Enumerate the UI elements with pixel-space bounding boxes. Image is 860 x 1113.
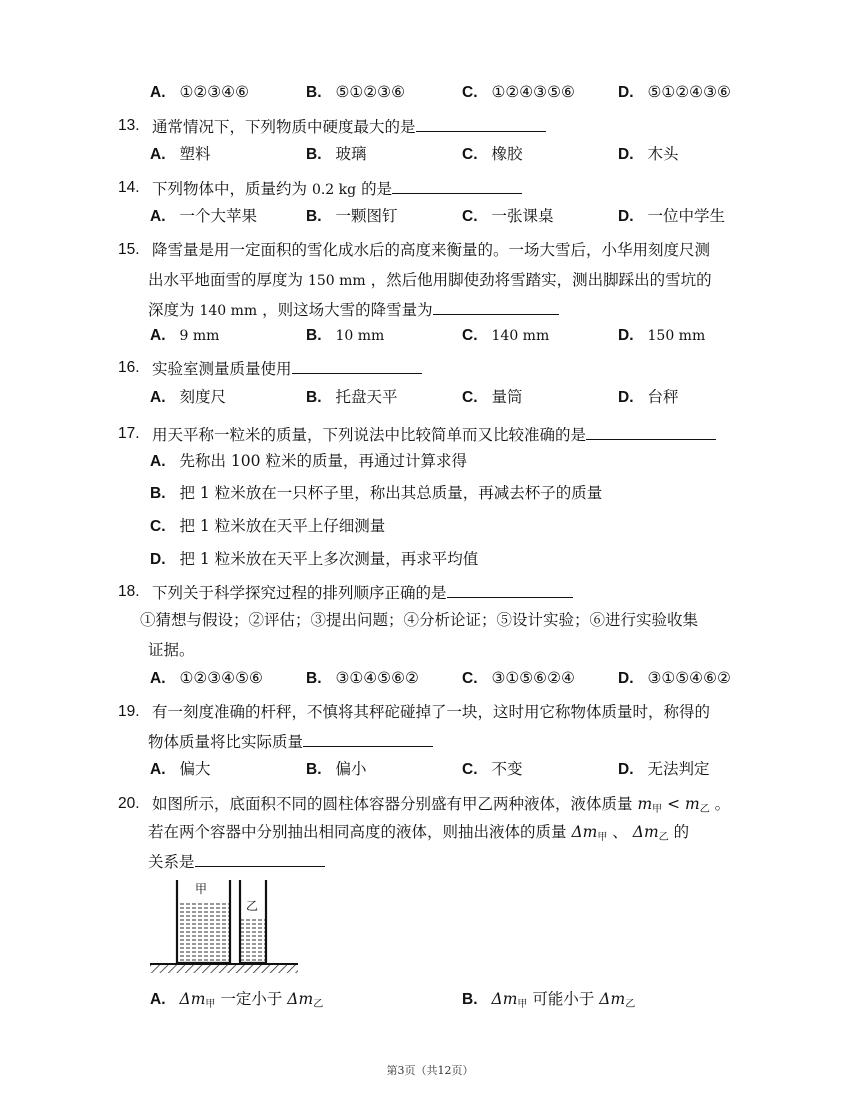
liquid-yi [240, 917, 266, 962]
q12-option-b: B. ⑤①②③⑥ [306, 83, 405, 101]
q19-option-c: C. 不变 [462, 760, 523, 778]
q14-option-c: C. 一张课桌 [462, 207, 554, 225]
q14-option-d: D. 一位中学生 [618, 207, 726, 225]
q17-option-d: D. 把 1 粒米放在天平上多次测量，再求平均值 [150, 550, 479, 568]
q14-stem: 下列物体中，质量约为 0.2 kg 的是 [152, 178, 522, 200]
q18-number: 18. [118, 583, 140, 600]
q17-option-b: B. 把 1 粒米放在一只杯子里，称出其总质量，再减去杯子的质量 [150, 484, 603, 502]
q12-option-c: C. ①②④③⑤⑥ [462, 83, 575, 101]
q20-number: 20. [118, 795, 140, 812]
ground-hatch [150, 965, 298, 973]
q14-number: 14. [118, 179, 140, 196]
q16-number: 16. [118, 359, 140, 376]
q13-number: 13. [118, 117, 140, 134]
q14-option-a: A. 一个大苹果 [150, 207, 258, 225]
q19-option-b: B. 偏小 [306, 760, 367, 778]
q12-option-a: A. ①②③④⑥ [150, 83, 249, 101]
q17-stem: 用天平称一粒米的质量，下列说法中比较简单而又比较准确的是 [152, 424, 716, 445]
q17-option-a: A. 先称出 100 粒米的质量，再通过计算求得 [150, 452, 467, 470]
q15-number: 15. [118, 241, 140, 258]
q20-stem-line1: 如图所示，底面积不同的圆柱体容器分别盛有甲乙两种液体，液体质量 $m_甲 < m_乙$ 。 [152, 795, 731, 815]
label-jia: 甲 [195, 882, 208, 896]
q20-option-a: A. $\Delta m_甲$ 一定小于 $\Delta m_乙$ [150, 990, 324, 1010]
q16-option-a: A. 刻度尺 [150, 388, 227, 406]
q15-option-d: D. 150 mm [618, 327, 706, 344]
q18-option-a: A. ①②③④⑤⑥ [150, 669, 263, 687]
q12-option-d: D. ⑤①②④③⑥ [618, 83, 731, 101]
q13-option-b: B. 玻璃 [306, 145, 367, 163]
q17-option-c: C. 把 1 粒米放在天平上仔细测量 [150, 517, 386, 535]
q15-option-a: A. 9 mm [150, 327, 220, 344]
q19-option-d: D. 无法判定 [618, 760, 710, 778]
q15-option-b: B. 10 mm [306, 327, 385, 344]
q19-stem-line2: 物体质量将比实际质量 [148, 731, 433, 752]
q15-stem-line1: 降雪量是用一定面积的雪化成水后的高度来衡量的。一场大雪后，小华用刻度尺测 [152, 241, 711, 259]
q16-option-d: D. 台秤 [618, 388, 679, 406]
q13-stem: 通常情况下，下列物质中硬度最大的是 [152, 116, 546, 137]
q18-option-c: C. ③①⑤⑥②④ [462, 669, 575, 687]
q20-stem-line3: 关系是 [148, 851, 325, 872]
q13-option-c: C. 橡胶 [462, 145, 523, 163]
q19-number: 19. [118, 703, 140, 720]
q20-option-b: B. $\Delta m_甲$ 可能小于 $\Delta m_乙$ [462, 990, 636, 1010]
q14-option-b: B. 一颗图钉 [306, 207, 398, 225]
q18-steps-line2: 证据。 [148, 641, 195, 659]
q20-containers-figure [144, 878, 304, 978]
liquid-jia [177, 902, 230, 962]
q16-stem: 实验室测量质量使用 [152, 358, 422, 379]
q18-option-b: B. ③①④⑤⑥② [306, 669, 419, 687]
page-footer: 第3页（共12页） [386, 1064, 474, 1077]
q20-stem-line2: 若在两个容器中分别抽出相同高度的液体，则抽出液体的质量 $\Delta m_甲$ 、 $\Delta m_乙$ 的 [148, 823, 690, 843]
q18-stem: 下列关于科学探究过程的排列顺序正确的是 [152, 582, 573, 603]
q18-option-d: D. ③①⑤④⑥② [618, 669, 731, 687]
q19-option-a: A. 偏大 [150, 760, 211, 778]
q13-option-a: A. 塑料 [150, 145, 211, 163]
label-yi: 乙 [246, 899, 259, 913]
q15-stem-line2: 出水平地面雪的厚度为 150 mm ，然后他用脚使劲将雪踏实，测出脚踩出的雪坑的 [148, 271, 712, 289]
q16-option-c: C. 量筒 [462, 388, 523, 406]
q19-stem-line1: 有一刻度准确的杆秤，不慎将其秤砣碰掉了一块，这时用它称物体质量时，称得的 [152, 703, 711, 721]
q15-option-c: C. 140 mm [462, 327, 550, 344]
q18-steps-line1: ①猜想与假设；②评估；③提出问题；④分析论证；⑤设计实验；⑥进行实验收集 [140, 611, 699, 629]
q16-option-b: B. 托盘天平 [306, 388, 398, 406]
q15-stem-line3: 深度为 140 mm ，则这场大雪的降雪量为 [148, 299, 559, 321]
q13-option-d: D. 木头 [618, 145, 679, 163]
q17-number: 17. [118, 425, 140, 442]
